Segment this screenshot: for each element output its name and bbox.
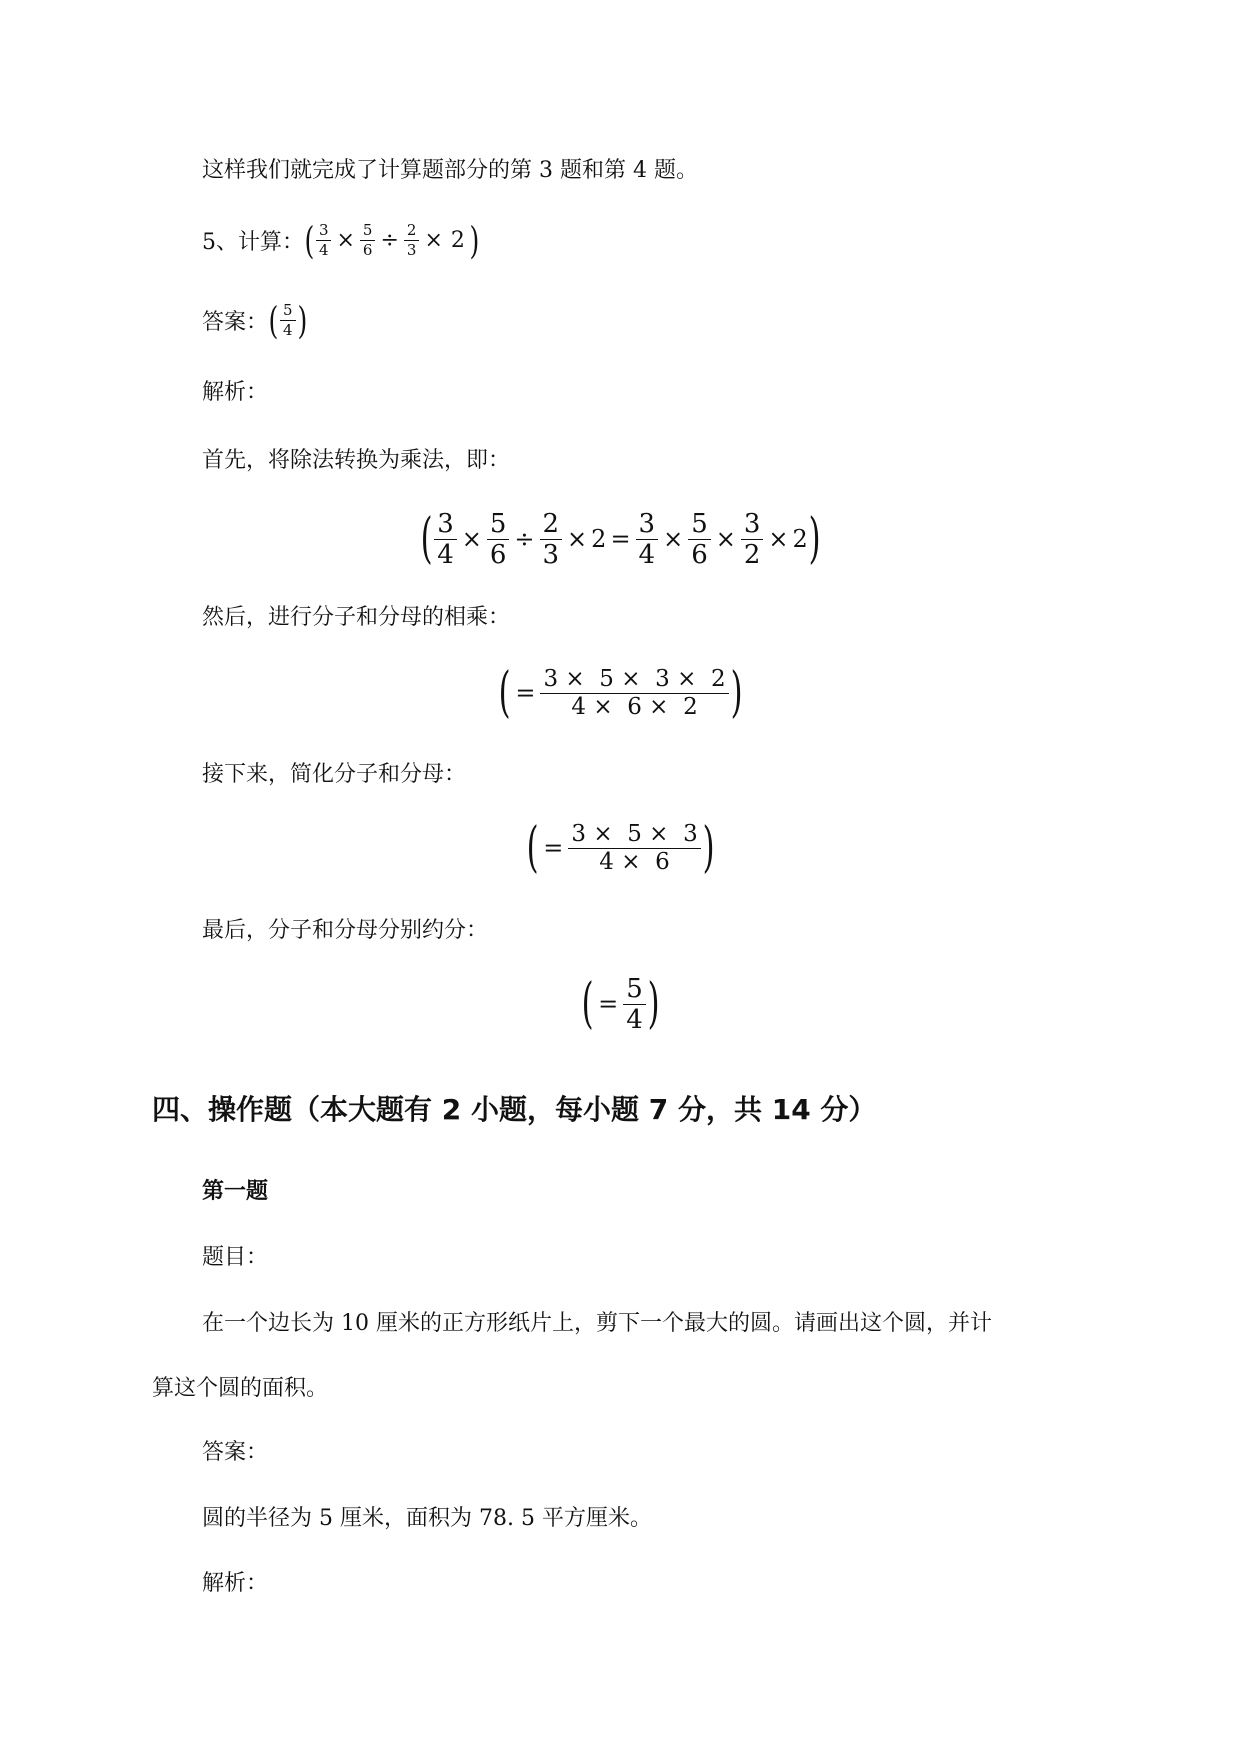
step4-text: 最后，分子和分母分别约分：	[202, 917, 489, 943]
operator: ×	[768, 525, 789, 553]
fraction: $\frac{5}{6}$	[487, 511, 510, 568]
fraction: $\frac{5}{4}$	[280, 303, 296, 338]
problem-text-line-2: 算这个圆的面积。	[152, 1375, 329, 1401]
right-paren: )	[808, 507, 821, 571]
topic-label: 题目：	[202, 1244, 269, 1270]
fraction: $\frac{5}{6}$	[688, 511, 711, 568]
right-paren: )	[647, 972, 660, 1036]
equals-sign: =	[543, 834, 564, 862]
operator: ×	[336, 227, 355, 253]
operator: ×	[461, 525, 482, 553]
fraction: $\frac{3 \times 5 \times 3}{4 \times 6}$	[568, 823, 700, 874]
answer-expression	[268, 297, 307, 343]
equation-4	[0, 972, 1241, 1036]
operator: ÷	[380, 227, 399, 253]
step3-text: 接下来，简化分子和分母：	[202, 761, 467, 787]
operator: ×	[663, 525, 684, 553]
equation-2-expression	[498, 661, 743, 725]
answer-line	[202, 299, 307, 341]
step1-text: 首先，将除法转换为乘法，即：	[202, 447, 511, 473]
question-5-label: 5、计算：	[202, 229, 304, 255]
fraction: $\frac{3}{4}$	[636, 511, 659, 568]
analysis-2-label: 解析：	[202, 1570, 269, 1596]
number: 2	[591, 525, 607, 553]
fraction: $\frac{3}{4}$	[316, 223, 332, 258]
fraction: $\frac{5}{6}$	[360, 223, 376, 258]
fraction: $\frac{5}{4}$	[623, 976, 646, 1033]
left-paren: (	[304, 217, 315, 263]
operator: ×	[567, 525, 588, 553]
equation-3	[0, 816, 1241, 880]
section-4-heading: 四、操作题（本大题有 2 小题，每小题 7 分，共 14 分）	[152, 1093, 877, 1126]
fraction: $\frac{3}{2}$	[741, 511, 764, 568]
fraction: $\frac{3 \times 5 \times 3 \times 2}{4 \times 6 \times 2}$	[540, 668, 728, 719]
operator: ×	[424, 227, 443, 253]
step2-text: 然后，进行分子和分母的相乘：	[202, 604, 511, 630]
answer-2-text: 圆的半径为 5 厘米，面积为 78. 5 平方厘米。	[202, 1505, 652, 1531]
left-paren: (	[526, 816, 539, 880]
answer-2-label: 答案：	[202, 1439, 269, 1465]
right-paren: )	[702, 816, 715, 880]
equals-sign: =	[610, 525, 631, 553]
left-paren: (	[268, 297, 279, 343]
operator: ÷	[514, 525, 535, 553]
operator: ×	[715, 525, 736, 553]
left-paren: (	[498, 661, 511, 725]
answer-label: 答案：	[202, 309, 269, 335]
left-paren: (	[420, 507, 433, 571]
intro-text: 这样我们就完成了计算题部分的第 3 题和第 4 题。	[202, 157, 698, 183]
sub-question-1-heading: 第一题	[202, 1178, 269, 1204]
fraction: $\frac{2}{3}$	[540, 511, 563, 568]
question-5	[202, 219, 480, 261]
number: 2	[450, 227, 465, 253]
equals-sign: =	[598, 990, 619, 1018]
equation-2	[0, 661, 1241, 725]
right-paren: )	[469, 217, 480, 263]
right-paren: )	[730, 661, 743, 725]
fraction: $\frac{3}{4}$	[434, 511, 457, 568]
equals-sign: =	[515, 679, 536, 707]
question-5-expression	[304, 217, 480, 263]
problem-text-line-1: 在一个边长为 10 厘米的正方形纸片上，剪下一个最大的圆。请画出这个圆，并计	[202, 1310, 992, 1336]
analysis-label: 解析：	[202, 379, 269, 405]
equation-4-expression	[581, 972, 660, 1036]
equation-3-expression	[526, 816, 715, 880]
left-paren: (	[581, 972, 594, 1036]
right-paren: )	[297, 297, 307, 343]
fraction: $\frac{2}{3}$	[404, 223, 420, 258]
equation-1-expression	[420, 507, 821, 571]
equation-1	[0, 507, 1241, 571]
number: 2	[792, 525, 808, 553]
